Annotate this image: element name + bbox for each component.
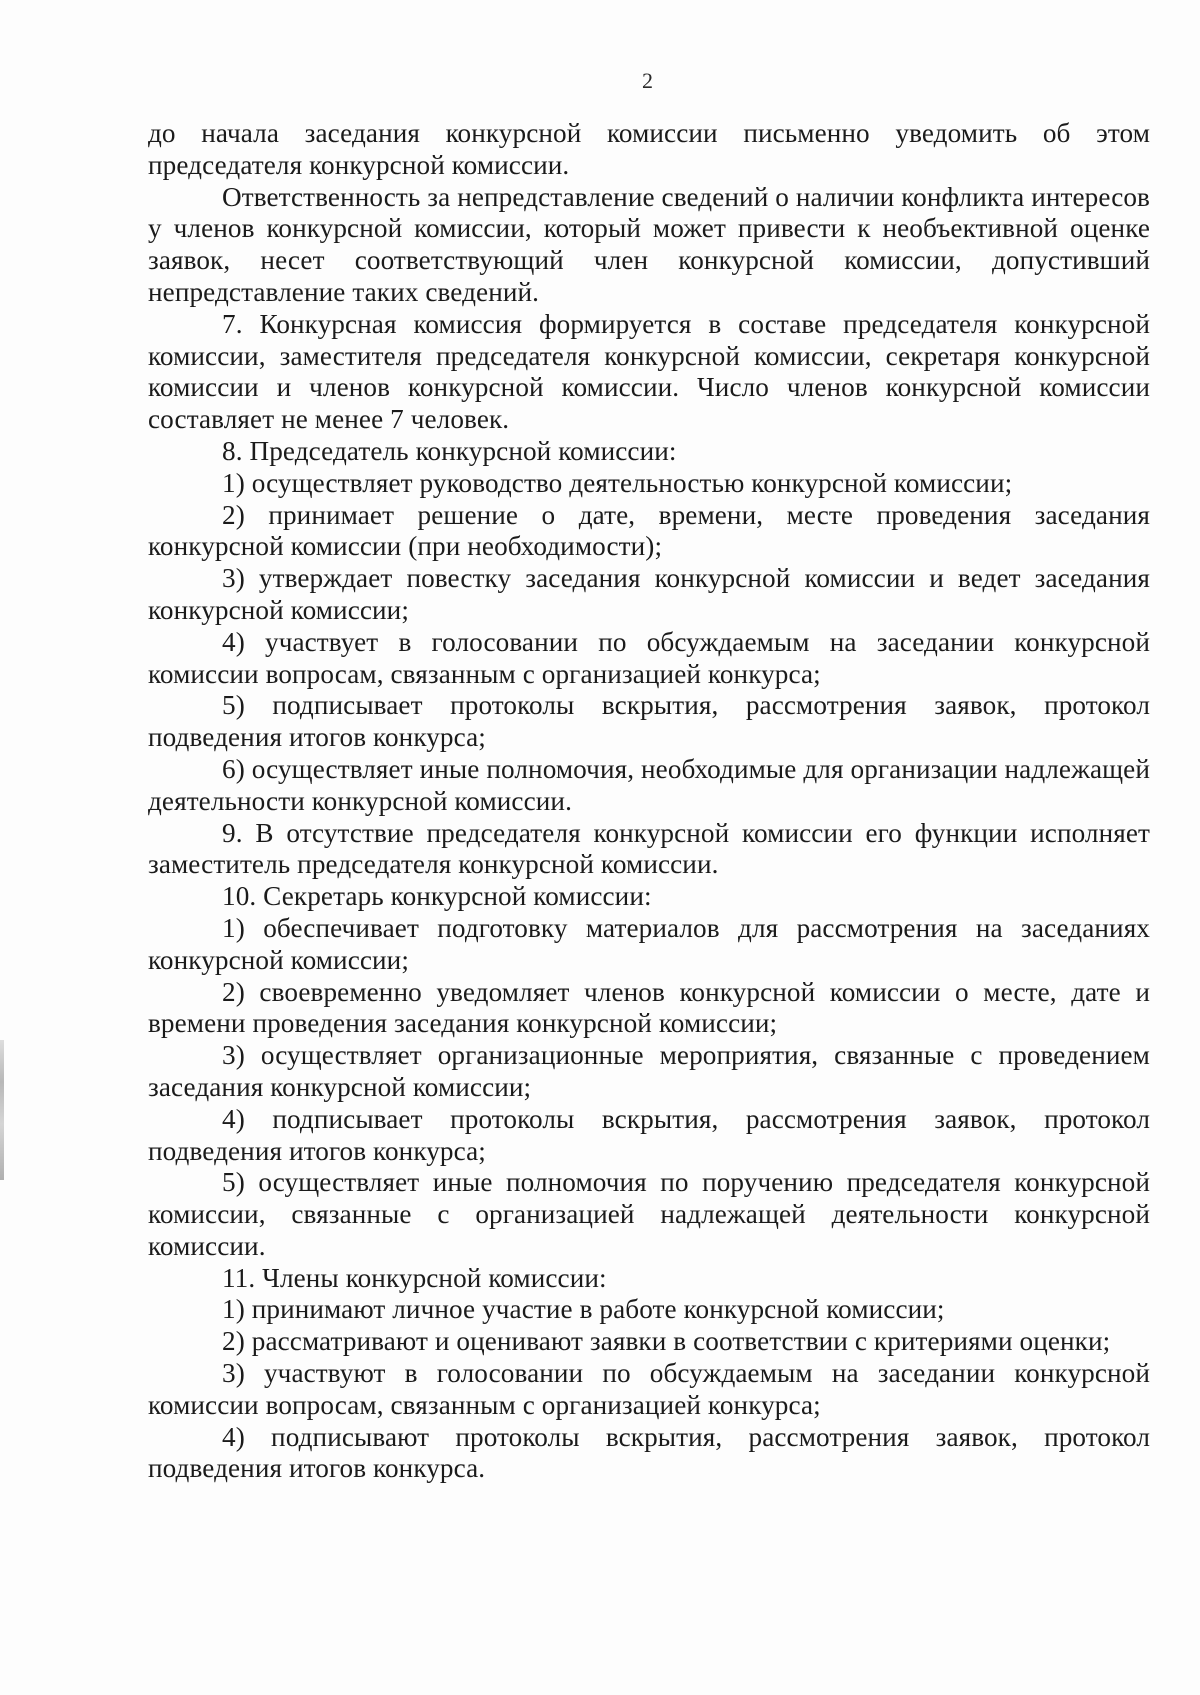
list-item: 3) утверждает повестку заседания конкурсной комиссии и ведет заседания конкурсной комиссии;	[148, 563, 1150, 625]
list-item: 2) своевременно уведомляет членов конкурсной комиссии о месте, дате и времени проведения заседания конкурсной комиссии;	[148, 976, 1150, 1039]
list-item: 4) подписывает протоколы вскрытия, рассмотрения заявок, протокол подведения итогов конкурса;	[148, 1103, 1150, 1166]
paragraph-item-11-heading: 11. Члены конкурсной комиссии:	[222, 1262, 607, 1293]
page-number: 2	[642, 68, 653, 93]
list-item: 4) подписывают протоколы вскрытия, рассмотрения заявок, протокол подведения итогов конкурса.	[148, 1421, 1150, 1484]
list-item: 1) обеспечивает подготовку материалов для рассмотрения на заседаниях конкурсной комиссии;	[148, 912, 1150, 975]
list-item: 3) участвуют в голосовании по обсуждаемым на заседании конкурсной комиссии вопросам, связанным с организацией конкурса;	[148, 1358, 1150, 1420]
paragraph-item-7: 7. Конкурсная комиссия формируется в составе председателя конкурсной комиссии, заместителя председателя конкурсной комиссии, секретаря конкурсной комиссии и членов конкурсной комиссии. Число членов конкурсной комиссии составляет не менее 7 человек.	[148, 308, 1150, 435]
scan-edge-mark	[0, 1040, 4, 1180]
paragraph-conflict-responsibility: Ответственность за непредставление сведений о наличии конфликта интересов у членов конкурсной комиссии, который может привести к необъективной оценке заявок, несет соответствующий член конкурсной комиссии, допустивший непредставление таких сведений.	[148, 181, 1150, 307]
paragraph-continuation: до начала заседания конкурсной комиссии письменно уведомить об этом председателя конкурсной комиссии.	[148, 118, 1150, 180]
list-item: 2) принимает решение о дате, времени, месте проведения заседания конкурсной комиссии (при необходимости);	[148, 499, 1150, 562]
list-item: 5) осуществляет иные полномочия по поручению председателя конкурсной комиссии, связанные с организацией надлежащей деятельности конкурсной комиссии.	[148, 1167, 1150, 1261]
paragraph-item-10-heading: 10. Секретарь конкурсной комиссии:	[222, 881, 652, 912]
list-item: 6) осуществляет иные полномочия, необходимые для организации надлежащей деятельности конкурсной комиссии.	[148, 753, 1150, 816]
document-body	[148, 118, 1150, 1485]
list-item: 3) осуществляет организационные мероприятия, связанные с проведением заседания конкурсной комиссии;	[148, 1040, 1150, 1102]
list-item: 1) принимают личное участие в работе конкурсной комиссии;	[222, 1294, 945, 1325]
paragraph-item-8-heading: 8. Председатель конкурсной комиссии:	[222, 435, 677, 466]
list-item: 1) осуществляет руководство деятельностью конкурсной комиссии;	[222, 467, 1013, 498]
paragraph-item-9: 9. В отсутствие председателя конкурсной комиссии его функции исполняет заместитель председателя конкурсной комиссии.	[148, 817, 1150, 880]
list-item: 4) участвует в голосовании по обсуждаемым на заседании конкурсной комиссии вопросам, связанным с организацией конкурса;	[148, 626, 1150, 689]
list-item: 2) рассматривают и оценивают заявки в соответствии с критериями оценки;	[222, 1326, 1111, 1357]
list-item: 5) подписывает протоколы вскрытия, рассмотрения заявок, протокол подведения итогов конкурса;	[148, 690, 1150, 753]
